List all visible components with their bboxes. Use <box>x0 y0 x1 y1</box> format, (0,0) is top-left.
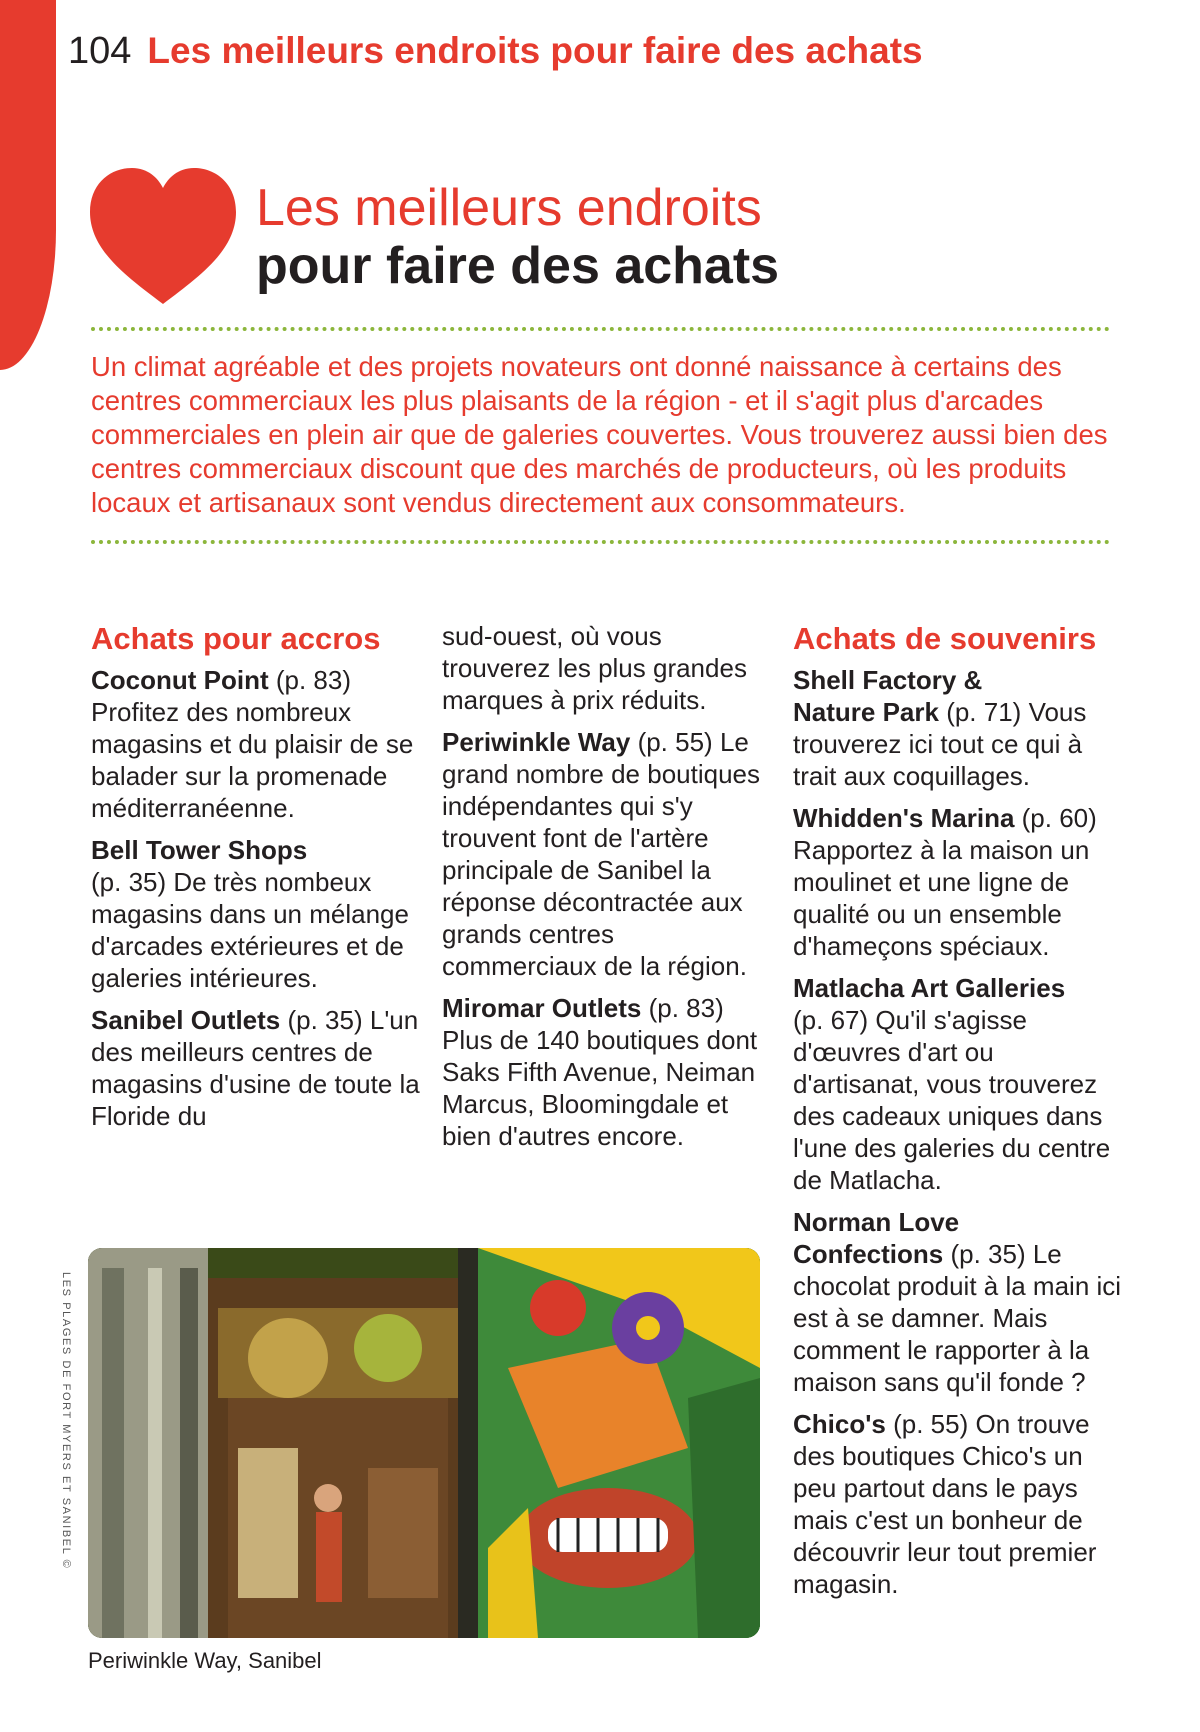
title-line-1: Les meilleurs endroits <box>256 179 762 237</box>
entry-name-line-1: Norman Love <box>793 1207 960 1237</box>
page-header <box>68 30 923 80</box>
entry-name: Bell Tower Shops <box>91 835 308 865</box>
entry-text: Profitez des nombreux magasins et du plaisir de se balader sur la promenade méditerranéenne. <box>91 697 414 823</box>
column-3 <box>793 616 1123 1610</box>
entry-ref: (p. 67) <box>793 1005 869 1035</box>
entry-name-line-2: Nature Park <box>793 697 939 727</box>
entry-text: On trouve des boutiques Chico's un peu partout dans le pays mais c'est un bonheur de découvrir leur tout premier magasin. <box>793 1409 1097 1599</box>
entry-ref: (p. 35) <box>943 1239 1026 1269</box>
page-title <box>256 180 779 296</box>
entry-text: sud-ouest, où vous trouverez les plus grandes marques à prix réduits. <box>442 621 747 715</box>
entry-ref: (p. 83) <box>268 665 352 695</box>
entry-text: L'un des meilleurs centres de magasins d'usine de toute la Floride du <box>91 1005 420 1131</box>
entry-name: Sanibel Outlets <box>91 1005 281 1035</box>
photo-credit: LES PLAGES DE FORT MYERS ET SANIBEL © <box>60 1272 72 1570</box>
entry-name: Coconut Point <box>91 665 269 695</box>
entry-periwinkle-way <box>442 726 772 982</box>
entry-text: De très nombeux magasins dans un mélange d'arcades extérieures et de galeries intérieures. <box>91 867 409 993</box>
entry-text: Le grand nombre de boutiques indépendantes qui s'y trouvent font de l'artère principale de Sanibel la réponse décontractée aux grands centres commerciaux de la région. <box>442 727 761 981</box>
entry-text: Vous trouverez ici tout ce qui à trait aux coquillages. <box>793 697 1087 791</box>
entry-sanibel-outlets-continued <box>442 620 772 716</box>
entry-sanibel-outlets <box>91 1004 421 1132</box>
entry-miromar-outlets <box>442 992 772 1152</box>
entry-name: Whidden's Marina <box>793 803 1015 833</box>
entry-ref: (p. 35) <box>91 867 167 897</box>
entry-ref: (p. 83) <box>641 993 724 1023</box>
entry-bell-tower-shops <box>91 834 421 994</box>
red-edge-tab <box>0 0 56 370</box>
entry-name: Chico's <box>793 1409 886 1439</box>
divider-top <box>91 327 1110 331</box>
shop-photo-illustration <box>88 1248 760 1638</box>
entry-coconut-point <box>91 664 421 824</box>
entry-shell-factory <box>793 664 1123 792</box>
entry-name: Matlacha Art Galleries <box>793 973 1066 1003</box>
entry-name-line-2: Confections <box>793 1239 944 1269</box>
column-2 <box>442 620 772 1162</box>
entry-text: Plus de 140 boutiques dont Saks Fifth Avenue, Neiman Marcus, Bloomingdale et bien d'autres encore. <box>442 1025 758 1151</box>
entry-ref: (p. 35) <box>280 1005 363 1035</box>
divider-bottom <box>91 540 1110 544</box>
shop-photo <box>88 1248 760 1638</box>
entry-matlacha-art-galleries <box>793 972 1123 1196</box>
column-1 <box>91 616 421 1142</box>
entry-ref: (p. 55) <box>630 727 713 757</box>
entry-name: Miromar Outlets <box>442 993 642 1023</box>
intro-paragraph: Un climat agréable et des projets novateurs ont donné naissance à certains des centres commerciaux les plus plaisants de la région - et il s'agit plus d'arcades commerciales en plein air que de galeries couvertes. Vous trouverez aussi bien des centres commerciaux discount que des marchés de producteurs, où les produits locaux et artisanaux sont vendus directement aux consommateurs. <box>91 351 1108 518</box>
entry-name-line-1: Shell Factory & <box>793 665 983 695</box>
running-title: Les meilleurs endroits pour faire des achats <box>147 30 923 71</box>
entry-ref: (p. 55) <box>885 1409 969 1439</box>
heart-icon <box>88 168 238 308</box>
entry-chicos <box>793 1408 1123 1600</box>
section-heading-souvenirs: Achats de souvenirs <box>793 621 1097 656</box>
entry-ref: (p. 71) <box>938 697 1022 727</box>
entry-name: Periwinkle Way <box>442 727 631 757</box>
entry-text: Qu'il s'agisse d'œuvres d'art ou d'artisanat, vous trouverez des cadeaux uniques dans l'une des galeries du centre de Matlacha. <box>793 1005 1111 1195</box>
entry-whiddens-marina <box>793 802 1123 962</box>
title-line-2: pour faire des achats <box>256 237 780 295</box>
entry-norman-love-confections <box>793 1206 1123 1398</box>
entry-text: Rapportez à la maison un moulinet et une ligne de qualité ou un ensemble d'hameçons spéciaux. <box>793 835 1090 961</box>
section-heading-accros: Achats pour accros <box>91 621 381 656</box>
entry-text: Le chocolat produit à la main ici est à se damner. Mais comment le rapporter à la maison sans qu'il fonde ? <box>793 1239 1122 1397</box>
photo-caption: Periwinkle Way, Sanibel <box>88 1648 322 1673</box>
entry-ref: (p. 60) <box>1014 803 1097 833</box>
page-number: 104 <box>68 30 132 72</box>
